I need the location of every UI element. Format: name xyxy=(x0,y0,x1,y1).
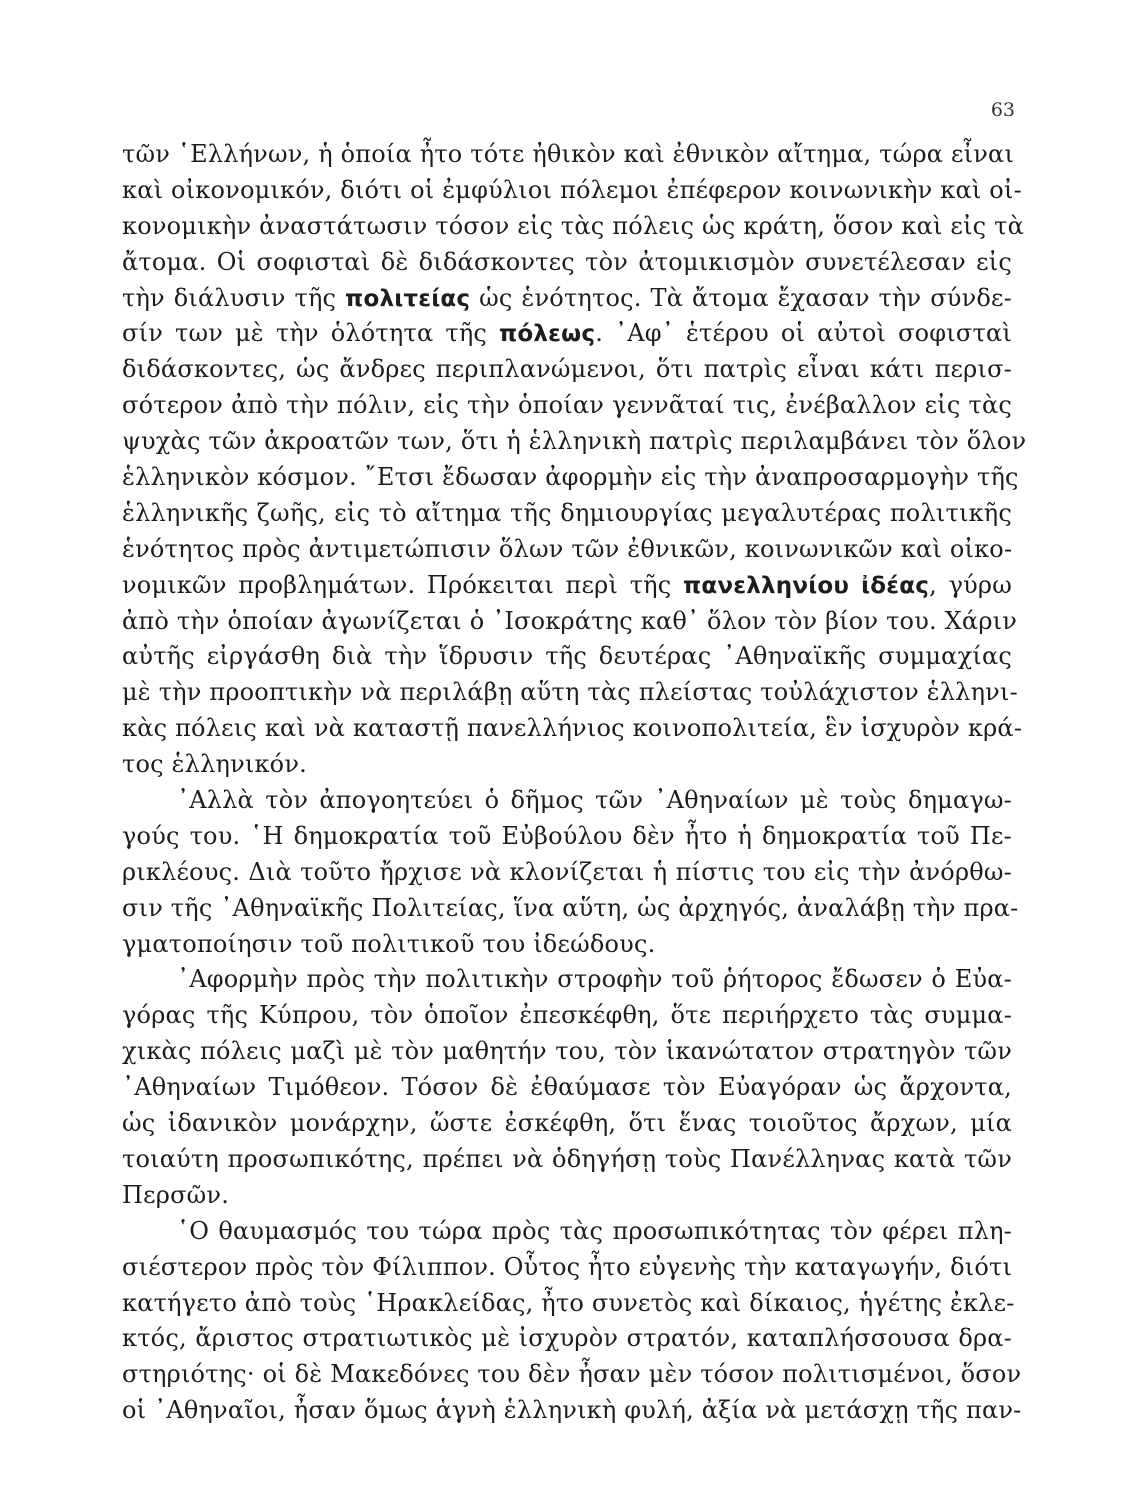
line-text: , γύρω xyxy=(929,570,1012,599)
text-line xyxy=(122,568,1012,604)
body-text xyxy=(122,137,1027,1429)
text-line: χικὰς πόλεις μαζὶ μὲ τὸν μαθητήν του, τὸν ἱκανώτατον στρατηγὸν τῶν xyxy=(122,1037,1012,1066)
text-line: ᾿Αθηναίων Τιμόθεον. Τόσον δὲ ἐθαύμασε τὸν Εὐαγόραν ὡς ἄρχοντα, xyxy=(122,1073,1012,1102)
text-line: κατήγετο ἀπὸ τοὺς ῾Ηρακλείδας, ἦτο συνετὸς καὶ δίκαιος, ἡγέτης ἐκλε- xyxy=(122,1288,1015,1317)
text-line: οἱ ᾿Αθηναῖοι, ἦσαν ὅμως ἁγνὴ ἑλληνικὴ φυλή, ἀξία νὰ μετάσχῃ τῆς παν- xyxy=(122,1396,1022,1425)
text-line: ἑνότητος πρὸς ἀντιμετώπισιν ὅλων τῶν ἐθνικῶν, κοινωνικῶν καὶ οἰκο- xyxy=(122,534,1013,563)
text-line: Περσῶν. xyxy=(122,1180,230,1209)
line-text: . ᾿Αφ᾿ ἑτέρου οἱ αὐτοὶ σοφισταὶ xyxy=(595,319,1012,348)
text-line: τῶν ῾Ελλήνων, ἡ ὁποία ἦτο τότε ἠθικὸν καὶ ἐθνικὸν αἴτημα, τώρα εἶναι xyxy=(122,140,1015,168)
text-line: ἄτομα. Οἱ σοφισταὶ δὲ διδάσκοντες τὸν ἀτομικισμὸν συνετέλεσαν εἰς xyxy=(122,247,1012,276)
text-line: γούς του. ῾Η δημοκρατία τοῦ Εὐβούλου δὲν ἦτο ἡ δημοκρατία τοῦ Πε- xyxy=(122,821,1012,850)
text-line: γόρας τῆς Κύπρου, τὸν ὁποῖον ἐπεσκέφθη, ὅτε περιήρχετο τὰς συμμα- xyxy=(122,1001,1012,1030)
paragraph xyxy=(122,783,1019,962)
text-line: γματοποίησιν τοῦ πολιτικοῦ του ἰδεώδους. xyxy=(122,929,656,958)
emphasized-term: πόλεως xyxy=(499,321,596,348)
text-line xyxy=(122,316,1012,352)
line-text: τὴν διάλυσιν τῆς xyxy=(122,283,346,312)
text-line: διδάσκοντες, ὡς ἄνδρες περιπλανώμενοι, ὅτι πατρὶς εἶναι κάτι περισ- xyxy=(122,355,1012,384)
text-line: σιέστερον πρὸς τὸν Φίλιππον. Οὗτος ἦτο εὐγενὴς τὴν καταγωγήν, διότι xyxy=(122,1252,1013,1281)
line-text: νομικῶν προβλημάτων. Πρόκειται περὶ τῆς xyxy=(122,570,684,599)
text-line: μὲ τὴν προοπτικὴν νὰ περιλάβῃ αὕτη τὰς πλείστας τοὐλάχιστον ἑλληνι- xyxy=(122,678,1018,707)
text-line: ὡς ἰδανικὸν μονάρχην, ὥστε ἐσκέφθη, ὅτι ἕνας τοιοῦτος ἄρχων, μία xyxy=(122,1109,1012,1138)
text-line: ἑλληνικῆς ζωῆς, εἰς τὸ αἴτημα τῆς δημιουργίας μεγαλυτέρας πολιτικῆς xyxy=(122,498,1012,527)
page-number: 63 xyxy=(990,99,1015,121)
paragraph xyxy=(122,137,1027,783)
text-line: καὶ οἰκονομικόν, διότι οἱ ἐμφύλιοι πόλεμοι ἐπέφερον κοινωνικὴν καὶ οἰ- xyxy=(122,175,1022,204)
text-line: αὐτῆς εἰργάσθη διὰ τὴν ἵδρυσιν τῆς δευτέρας ᾿Αθηναϊκῆς συμμαχίας xyxy=(122,642,1012,671)
paragraph xyxy=(122,1214,1022,1429)
text-line: ῾Ο θαυμασμός του τώρα πρὸς τὰς προσωπικότητας τὸν φέρει πλη- xyxy=(177,1216,1012,1245)
text-line: κονομικὴν ἀναστάτωσιν τόσον εἰς τὰς πόλεις ὡς κράτη, ὅσον καὶ εἰς τὰ xyxy=(122,211,1025,240)
emphasized-term: πολιτείας xyxy=(345,285,471,312)
text-line: σιν τῆς ᾿Αθηναϊκῆς Πολιτείας, ἵνα αὕτη, ὡς ἀρχηγός, ἀναλάβῃ τὴν πρα- xyxy=(122,893,1019,922)
text-line: στηριότης· οἱ δὲ Μακεδόνες του δὲν ἦσαν μὲν τόσον πολιτισμένοι, ὅσον xyxy=(122,1360,1022,1389)
paragraph xyxy=(122,962,1012,1213)
text-line: ρικλέους. Διὰ τοῦτο ἤρχισε νὰ κλονίζεται ἡ πίστις του εἰς τὴν ἀνόρθω- xyxy=(122,857,1012,886)
text-line: ἀπὸ τὴν ὁποίαν ἀγωνίζεται ὁ ᾿Ισοκράτης καθ᾿ ὅλον τὸν βίον του. Χάριν xyxy=(122,606,1018,635)
text-line: τος ἑλληνικόν. xyxy=(122,750,307,779)
text-line: ᾿Αφορμὴν πρὸς τὴν πολιτικὴν στροφὴν τοῦ ῥήτορος ἔδωσεν ὁ Εὐα- xyxy=(177,965,1012,994)
text-line: τοιαύτη προσωπικότης, πρέπει νὰ ὁδηγήσῃ τοὺς Πανέλληνας κατὰ τῶν xyxy=(122,1144,1012,1173)
text-line: ψυχὰς τῶν ἀκροατῶν των, ὅτι ἡ ἑλληνικὴ πατρὶς περιλαμβάνει τὸν ὅλον xyxy=(122,427,1027,456)
text-line: σότερον ἀπὸ τὴν πόλιν, εἰς τὴν ὁποίαν γεννᾶταί τις, ἐνέβαλλον εἰς τὰς xyxy=(122,391,1012,420)
text-line: ᾿Αλλὰ τὸν ἀπογοητεύει ὁ δῆμος τῶν ᾿Αθηναίων μὲ τοὺς δημαγω- xyxy=(177,786,1012,815)
line-text: σίν των μὲ τὴν ὁλότητα τῆς xyxy=(122,319,500,348)
emphasized-term: πανελληνίου ἰδέας xyxy=(683,572,930,599)
text-line: κτός, ἄριστος στρατιωτικὸς μὲ ἰσχυρὸν στρατόν, καταπλήσσουσα δρα- xyxy=(122,1324,1012,1353)
text-line: κὰς πόλεις καὶ νὰ καταστῇ πανελλήνιος κοινοπολιτεία, ἓν ἰσχυρὸν κρά- xyxy=(122,714,1023,743)
text-line: ἑλληνικὸν κόσμον. ῎Ετσι ἔδωσαν ἀφορμὴν εἰς τὴν ἀναπροσαρμογὴν τῆς xyxy=(122,463,1019,492)
text-line xyxy=(122,281,1012,317)
line-text: ὡς ἑνότητος. Τὰ ἄτομα ἔχασαν τὴν σύνδε- xyxy=(470,283,1012,312)
